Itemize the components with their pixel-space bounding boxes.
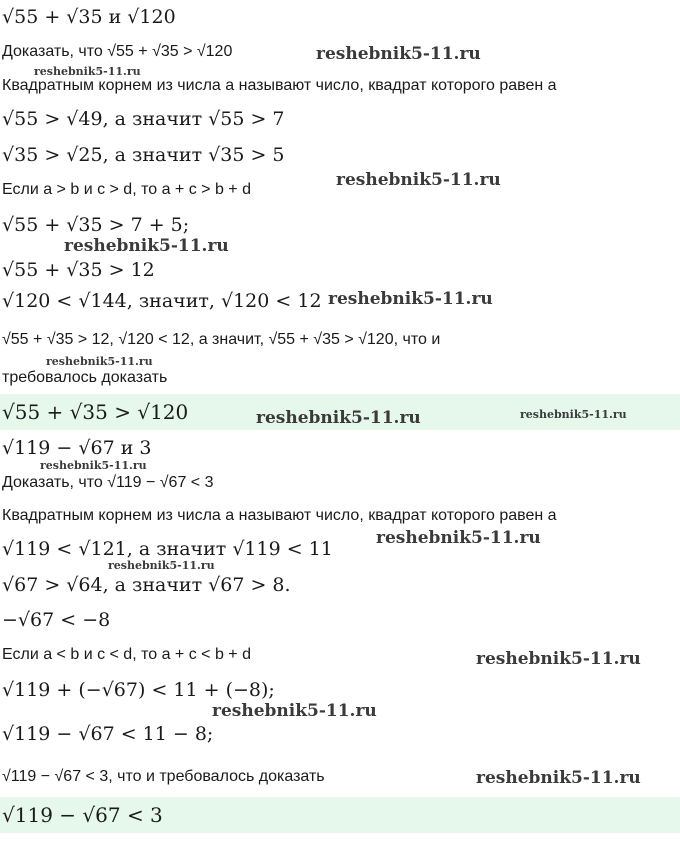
task2-answer: √119 − √67 < 3	[2, 803, 163, 827]
task2-step-4: √119 + (−√67) < 11 + (−8);	[2, 679, 275, 701]
task1-step-1: √55 > √49, а значит √55 > 7	[2, 108, 285, 130]
watermark: reshebnik5-11.ru	[520, 408, 627, 421]
task1-prove: Доказать, что √55 + √35 > √120	[2, 43, 233, 60]
task1-statement: √55 + √35 и √120	[2, 6, 176, 28]
task1-conclusion: √55 + √35 > 12, √120 < 12, а значит, √55 + √35 > √120, что и	[2, 331, 441, 348]
task2-step-1: √119 < √121, а значит √119 < 11	[2, 538, 333, 560]
task1-conclusion-end: требовалось доказать	[2, 369, 168, 386]
watermark: reshebnik5-11.ru	[34, 65, 141, 78]
task1-step-2: √35 > √25, а значит √35 > 5	[2, 144, 285, 166]
watermark: reshebnik5-11.ru	[336, 170, 501, 190]
task2-step-5: √119 − √67 < 11 − 8;	[2, 723, 214, 745]
watermark: reshebnik5-11.ru	[476, 649, 641, 669]
task2-conclusion: √119 − √67 < 3, что и требовалось доказать	[2, 768, 325, 785]
task2-property: Если a < b и c < d, то a + c < b + d	[2, 646, 251, 663]
task2-statement: √119 − √67 и 3	[2, 437, 152, 459]
watermark: reshebnik5-11.ru	[328, 289, 493, 309]
watermark: reshebnik5-11.ru	[476, 768, 641, 788]
task2-definition: Квадратным корнем из числа a называют число, квадрат которого равен a	[2, 507, 557, 524]
task1-answer: √55 + √35 > √120	[2, 400, 189, 424]
task1-definition: Квадратным корнем из числа a называют число, квадрат которого равен a	[2, 77, 557, 94]
task1-property: Если a > b и c > d, то a + c > b + d	[2, 181, 251, 198]
task1-step-4: √55 + √35 > 12	[2, 259, 155, 281]
watermark: reshebnik5-11.ru	[64, 236, 229, 256]
task1-step-3: √55 + √35 > 7 + 5;	[2, 214, 190, 236]
watermark: reshebnik5-11.ru	[376, 528, 541, 548]
watermark: reshebnik5-11.ru	[256, 408, 421, 428]
watermark: reshebnik5-11.ru	[212, 701, 377, 721]
watermark: reshebnik5-11.ru	[40, 459, 147, 472]
task1-step-5: √120 < √144, значит, √120 < 12	[2, 290, 322, 312]
task2-prove: Доказать, что √119 − √67 < 3	[2, 474, 214, 491]
task2-step-2: √67 > √64, а значит √67 > 8.	[2, 574, 291, 596]
watermark: reshebnik5-11.ru	[108, 559, 215, 572]
task2-step-3: −√67 < −8	[2, 609, 111, 631]
watermark: reshebnik5-11.ru	[316, 44, 481, 64]
watermark: reshebnik5-11.ru	[46, 355, 153, 368]
